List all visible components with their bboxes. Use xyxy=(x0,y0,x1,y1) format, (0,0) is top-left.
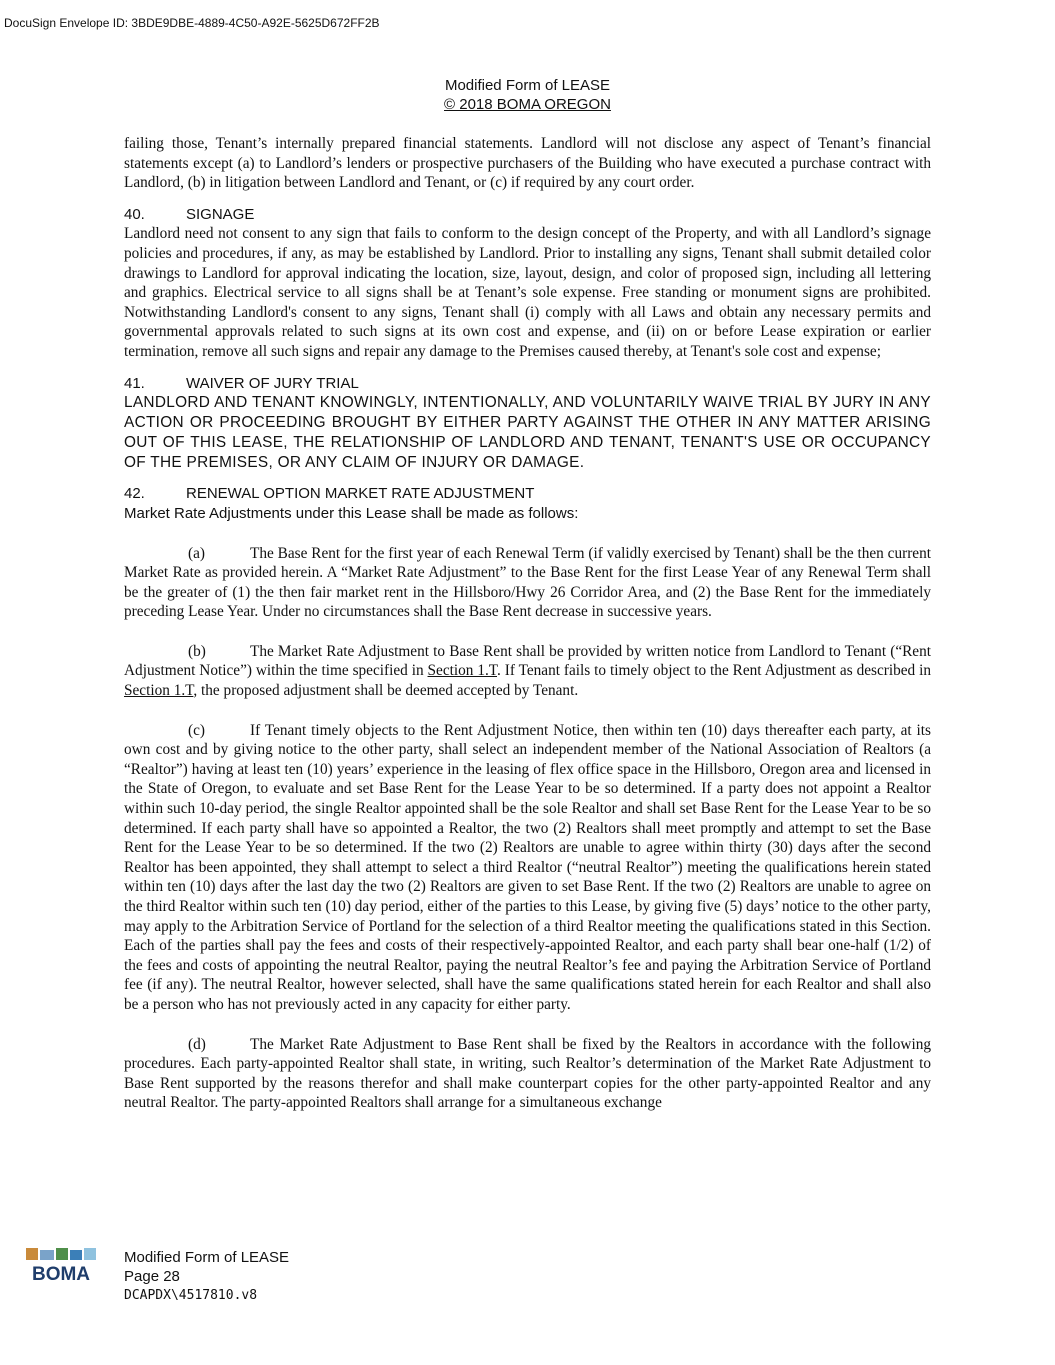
header-copyright: © 2018 BOMA OREGON xyxy=(444,96,611,113)
section-42-c xyxy=(124,721,931,1015)
section-42-b-text-3: , the proposed adjustment shall be deemed accepted by Tenant. xyxy=(193,682,579,700)
section-42-a-label: (a) xyxy=(188,544,205,562)
document-body xyxy=(124,134,931,1125)
section-40-heading xyxy=(124,205,931,225)
header-title: Modified Form of LEASE xyxy=(444,77,611,94)
logo-text: BOMA xyxy=(31,1264,91,1285)
section-42-c-label: (c) xyxy=(188,721,205,739)
section-42-d-body: The Market Rate Adjustment to Base Rent shall be fixed by the Realtors in accordance with the following procedures. Each party-appointed Realtor shall state, in writing, such Realtor’s determination of the Market Rate Adjustment to Base Rent supported by the reasons therefor and shall make counterpart copies for the other party-appointed Realtor and any neutral Realtor. The party-appointed Realtors shall arrange for a simultaneous exchange xyxy=(124,1035,931,1112)
section-42-a xyxy=(124,544,931,622)
section-42-b-text-1: The Market Rate Adjustment to Base Rent shall be provided by written notice from Landlord to Tenant (“Rent Adjustment Notice”) within the time specified in xyxy=(124,642,931,680)
page-header xyxy=(0,76,1055,114)
section-42-title: RENEWAL OPTION MARKET RATE ADJUSTMENT xyxy=(186,485,535,503)
docusign-envelope-id: DocuSign Envelope ID: 3BDE9DBE-4889-4C50-A92E-5625D672FF2B xyxy=(4,16,380,30)
boma-logo xyxy=(24,1248,98,1286)
page-footer xyxy=(124,1248,289,1305)
section-42-a-body: The Base Rent for the first year of each Renewal Term (if validly exercised by Tenant) shall be the then current Market Rate as provided herein. A “Market Rate Adjustment” to the Base Rent for the first Lease Year of any Renewal Term shall be the greater of (1) the then fair market rent in the Hillsboro/Hwy 26 Corridor Area, and (2) the Base Rent for the immediately preceding Lease Year. Under no circumstances shall the Base Rent decrease in successive years. xyxy=(124,544,931,621)
logo-block-5 xyxy=(84,1248,96,1260)
logo-block-4 xyxy=(70,1250,82,1260)
section-42-d-label: (d) xyxy=(188,1035,206,1053)
logo-block-1 xyxy=(26,1248,38,1260)
section-41-number: 41. xyxy=(124,374,145,392)
section-42-b-text-2: . If Tenant fails to timely object to the Rent Adjustment as described in xyxy=(497,662,932,680)
section-40-body: Landlord need not consent to any sign that fails to conform to the design concept of the Property, and with all Landlord’s signage policies and procedures, if any, as may be established by Landlord. Prior to installing any signs, Tenant shall submit detailed color drawings to Landlord for approval indicating the location, size, layout, design, and color of proposed sign, including all lettering and graphics. Electrical service to all signs shall be at Tenant’s sole expense. Free standing or monument signs are prohibited. Notwithstanding Landlord's consent to any signs, Tenant shall (i) comply with all Laws and obtain any necessary permits and governmental approvals related to such signs at its own cost and expense, and (ii) on or before Lease expiration or earlier termination, remove all such signs and repair any damage to the Premises caused thereby, at Tenant's sole cost and expense; xyxy=(124,225,931,360)
section-42-number: 42. xyxy=(124,485,145,503)
section-41-title: WAIVER OF JURY TRIAL xyxy=(186,374,359,392)
logo-block-3 xyxy=(56,1248,68,1260)
intro-paragraph: failing those, Tenant’s internally prepared financial statements. Landlord will not disclose any aspect of Tenant’s financial statements except (a) to Landlord’s lenders or prospective purchasers of the Building who have executed a purchase contract with Landlord, (b) in litigation between Landlord and Tenant, or (c) if required by any court order. xyxy=(124,135,931,192)
footer-doc-id: DCAPDX\4517810.v8 xyxy=(124,1288,258,1303)
section-40-number: 40. xyxy=(124,205,145,223)
section-42-b xyxy=(124,642,931,701)
logo-block-2 xyxy=(40,1250,54,1260)
section-40-title: SIGNAGE xyxy=(186,205,255,223)
section-42-b-label: (b) xyxy=(188,642,206,660)
section-42-heading xyxy=(124,484,931,504)
section-41-heading xyxy=(124,374,931,394)
section-42-d xyxy=(124,1035,931,1113)
section-42-c-body: If Tenant timely objects to the Rent Adjustment Notice, then within ten (10) days thereafter each party, at its own cost and by giving notice to the other party, shall select an independent member of the National Association of Realtors (a “Realtor”) having at least ten (10) years’ experience in the leasing of flex office space in the Hillsboro, Oregon area and licensed in the State of Oregon, to evaluate and set Base Rent for the Lease Year to be so determined. If a party does not appoint a Realtor within such 10-day period, the single Realtor appointed shall be the sole Realtor and shall set Base Rent for the Lease Year to be so determined. If each party shall have so appointed a Realtor, the two (2) Realtors shall meet promptly and attempt to set the Base Rent for the Lease Year to be so determined. If the two (2) Realtors are unable to agree within thirty (30) days after the second Realtor has been appointed, they shall attempt to select a third Realtor (“neutral Realtor”) meeting the qualifications herein stated within ten (10) days after the last day the two (2) Realtors are given to set Base Rent. If the two (2) Realtors are unable to agree on the third Realtor within such ten (10) day period, either of the parties to this Lease, by giving five (5) days’ notice to the other party, may apply to the Arbitration Service of Portland for the selection of a third Realtor meeting the qualifications stated in this Section. Each of the parties shall pay the fees and costs of their respectively-appointed Realtor, and each party shall bear one-half (1/2) of the fees and costs of appointing the neutral Realtor, paying the neutral Realtor’s fee and paying the Arbitration Service of Portland fee (if any). The neutral Realtor, however selected, shall have the same qualifications stated herein for each Realtor and shall also be a person who has not previously acted in any capacity for either party. xyxy=(124,721,931,1013)
section-41-body: LANDLORD AND TENANT KNOWINGLY, INTENTIONALLY, AND VOLUNTARILY WAIVE TRIAL BY JURY IN ANY ACTION OR PROCEEDING BROUGHT BY EITHER PARTY AGAINST THE OTHER IN ANY MATTER ARISING OUT OF THIS LEASE, THE RELATIONSHIP OF LANDLORD AND TENANT, TENANT'S USE OR OCCUPANCY OF THE PREMISES, OR ANY CLAIM OF INJURY OR DAMAGE. xyxy=(124,394,931,471)
section-42-intro: Market Rate Adjustments under this Lease shall be made as follows: xyxy=(124,504,579,522)
section-1t-link-2[interactable]: Section 1.T xyxy=(124,682,194,700)
footer-page-number: Page 28 xyxy=(124,1268,180,1285)
section-1t-link-1[interactable]: Section 1.T xyxy=(427,662,498,680)
footer-title: Modified Form of LEASE xyxy=(124,1249,290,1266)
